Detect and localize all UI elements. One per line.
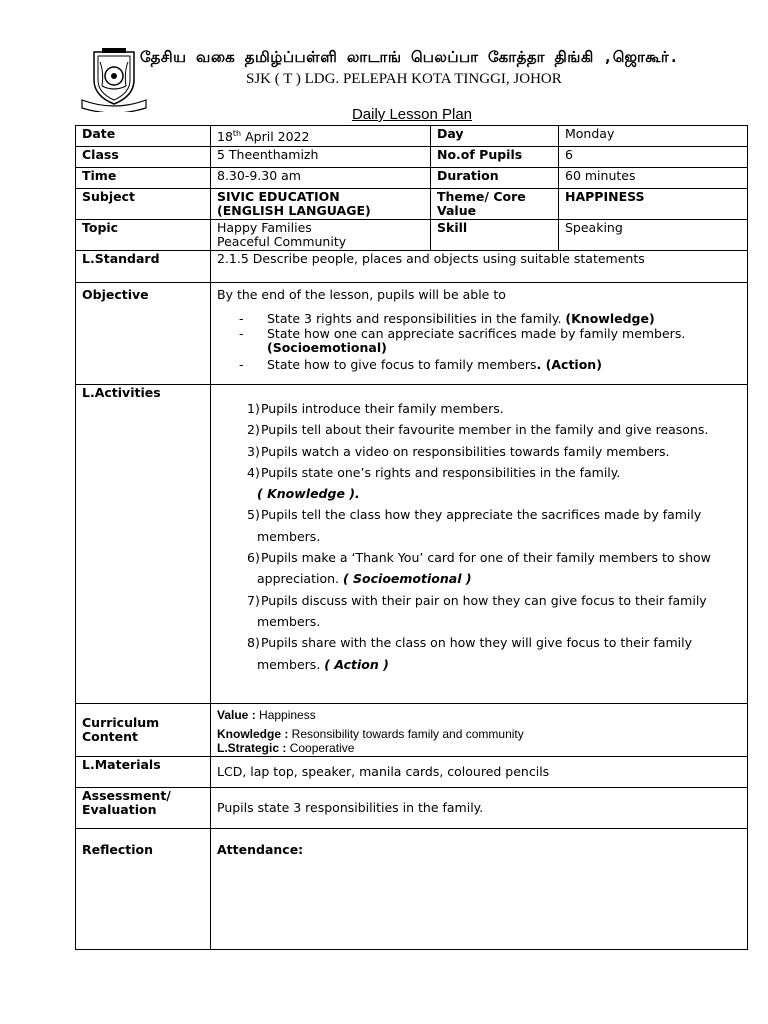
time-label: Time (76, 168, 211, 189)
activities-cell (211, 385, 748, 704)
school-name-english: SJK ( T ) LDG. PELEPAH KOTA TINGGI, JOHOR (246, 71, 562, 87)
objective-cell (211, 283, 748, 385)
duration-value: 60 minutes (559, 168, 748, 189)
day-value: Monday (559, 126, 748, 147)
activity-item: 5) Pupils tell the class how they appreciate the sacrifices made by family members. (247, 507, 702, 544)
activity-item: 4) Pupils state one’s rights and responsibilities in the family. ( Knowledge ). (247, 464, 621, 502)
skill-label: Skill (431, 220, 559, 251)
subject-value: SIVIC EDUCATION (ENGLISH LANGUAGE) (211, 189, 431, 220)
curriculum-label: Curriculum Content (76, 704, 211, 757)
activity-item: 7) Pupils discuss with their pair on how they can give focus to their family members. (247, 592, 707, 629)
lesson-plan-table (75, 125, 748, 950)
assessment-label: Assessment/ Evaluation (76, 788, 211, 829)
objective-list (217, 312, 741, 372)
date-value: 18th April 2022 (211, 126, 431, 147)
activity-item: 8) Pupils share with the class on how they will give focus to their family members. ( Action ) (247, 635, 692, 672)
standard-label: L.Standard (76, 251, 211, 283)
materials-value: LCD, lap top, speaker, manila cards, coloured pencils (211, 757, 748, 788)
theme-value: HAPPINESS (559, 189, 748, 220)
class-label: Class (76, 147, 211, 168)
activity-item: 1) Pupils introduce their family members. (247, 401, 504, 416)
topic-value: Happy Families Peaceful Community (211, 220, 431, 251)
activity-item: 6) Pupils make a ‘Thank You’ card for one of their family members to show appreciation. ( Socioemotional ) (247, 550, 711, 587)
curriculum-knowledge: Knowledge : Resonsibility towards family and community (217, 727, 524, 741)
objective-item: - State how to give focus to family members. (Action) (239, 357, 602, 372)
objective-item: - State 3 rights and responsibilities in the family. (Knowledge) (239, 311, 655, 326)
activities-list (217, 398, 741, 675)
reflection-label: Reflection (76, 829, 211, 950)
document-title: Daily Lesson Plan (351, 106, 473, 123)
subject-label: Subject (76, 189, 211, 220)
pupils-value: 6 (559, 147, 748, 168)
standard-value: 2.1.5 Describe people, places and objects using suitable statements (211, 251, 748, 283)
school-crest-icon (80, 46, 148, 112)
date-label: Date (76, 126, 211, 147)
objective-intro: By the end of the lesson, pupils will be able to (217, 287, 506, 302)
pupils-label: No.of Pupils (431, 147, 559, 168)
duration-label: Duration (431, 168, 559, 189)
curriculum-value: Value : Happiness (217, 708, 316, 722)
day-label: Day (431, 126, 559, 147)
activity-item: 2) Pupils tell about their favourite member in the family and give reasons. (247, 422, 709, 438)
materials-label: L.Materials (76, 757, 211, 788)
objective-item: - State how one can appreciate sacrifices made by family members. (Socioemotional) (239, 326, 686, 355)
school-name-tamil: தேசிய வகை தமிழ்ப்பள்ளி லாடாங் பெலப்பா கோத்தா திங்கி ,ஜொகூர். (140, 48, 679, 66)
attendance-label: Attendance: (211, 829, 748, 950)
skill-value: Speaking (559, 220, 748, 251)
curriculum-cell (211, 704, 748, 757)
topic-label: Topic (76, 220, 211, 251)
assessment-value: Pupils state 3 responsibilities in the family. (211, 788, 748, 829)
activities-label: L.Activities (76, 385, 211, 704)
time-value: 8.30-9.30 am (211, 168, 431, 189)
activity-item: 3) Pupils watch a video on responsibilities towards family members. (247, 443, 670, 459)
theme-label: Theme/ Core Value (431, 189, 559, 220)
objective-label: Objective (76, 283, 211, 385)
class-value: 5 Theenthamizh (211, 147, 431, 168)
curriculum-strategic: L.Strategic : Cooperative (217, 741, 355, 755)
